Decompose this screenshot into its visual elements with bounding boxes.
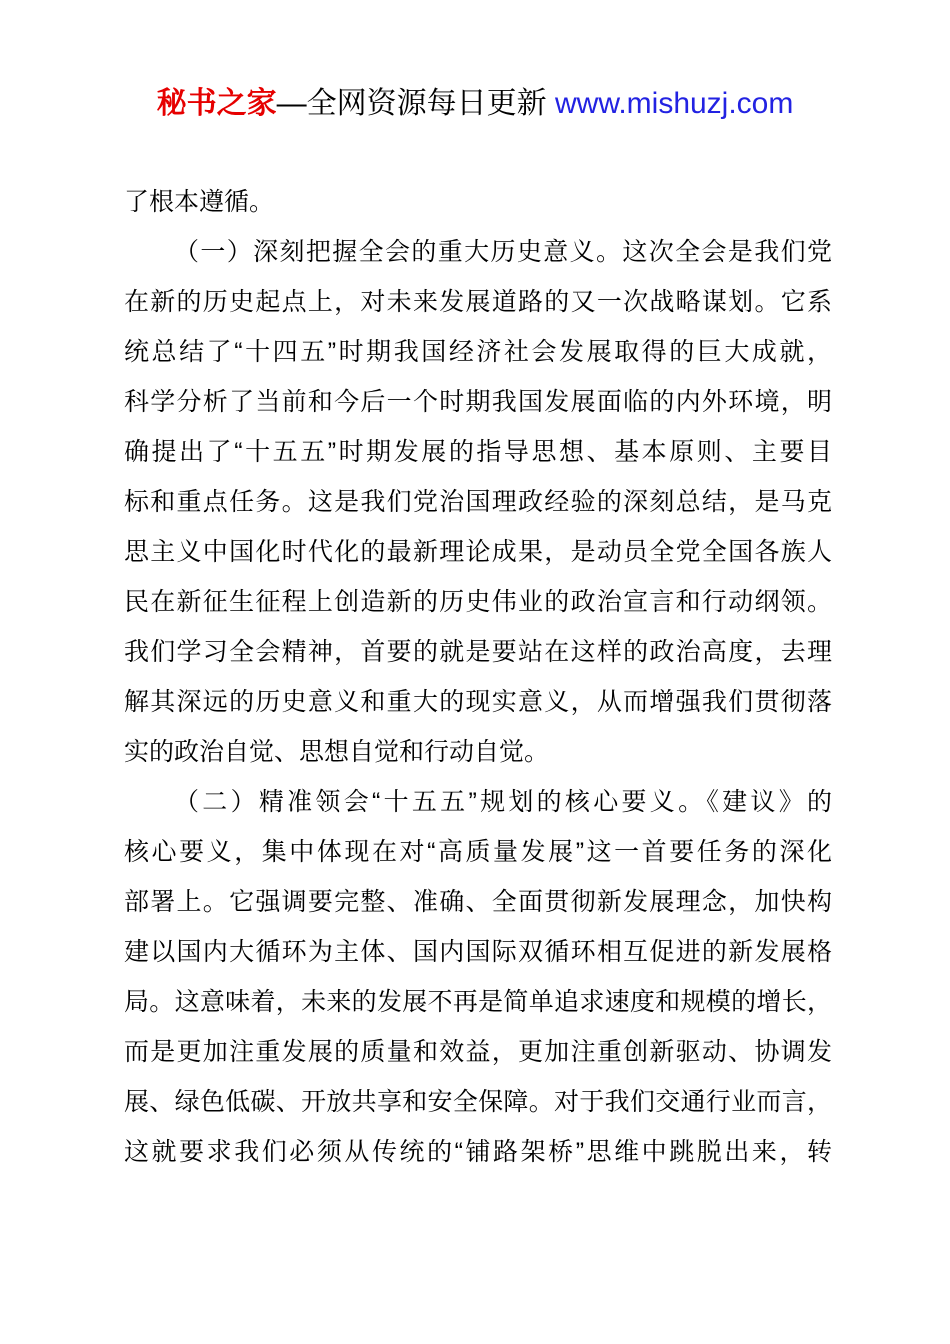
body-line: 了根本遵循。	[124, 188, 275, 216]
body-line: 科学分析了当前和今后一个时期我国发展面临的内外环境，明	[124, 388, 832, 416]
body-line: 展、绿色低碳、开放共享和安全保障。对于我们交通行业而言，	[124, 1088, 832, 1116]
body-line: 局。这意味着，未来的发展不再是简单追求速度和规模的增长，	[124, 988, 832, 1016]
body-line: 民在新征生征程上创造新的历史伟业的政治宣言和行动纲领。	[124, 588, 832, 616]
body-line: 确提出了“十五五”时期发展的指导思想、基本原则、主要目	[124, 438, 832, 466]
body-line: 而是更加注重发展的质量和效益，更加注重创新驱动、协调发	[124, 1038, 832, 1066]
document-body	[124, 177, 832, 1177]
site-brand: 秘书之家	[156, 87, 277, 120]
body-line: （一）深刻把握全会的重大历史意义。这次全会是我们党	[174, 238, 832, 266]
body-line: 建以国内大循环为主体、国内国际双循环相互促进的新发展格	[124, 938, 832, 966]
body-line: （二）精准领会“十五五”规划的核心要义。《建议》的	[174, 788, 832, 816]
body-line: 部署上。它强调要完整、准确、全面贯彻新发展理念，加快构	[124, 888, 832, 916]
site-tagline: —全网资源每日更新	[276, 87, 555, 120]
body-line: 标和重点任务。这是我们党治国理政经验的深刻总结，是马克	[124, 488, 832, 516]
body-line: 核心要义，集中体现在对“高质量发展”这一首要任务的深化	[124, 838, 832, 866]
body-line: 实的政治自觉、思想自觉和行动自觉。	[124, 738, 550, 766]
body-line: 我们学习全会精神，首要的就是要站在这样的政治高度，去理	[124, 638, 832, 666]
body-line: 在新的历史起点上，对未来发展道路的又一次战略谋划。它系	[124, 288, 832, 316]
document-header	[0, 0, 950, 124]
body-line: 解其深远的历史意义和重大的现实意义，从而增强我们贯彻落	[124, 688, 832, 716]
body-line: 统总结了“十四五”时期我国经济社会发展取得的巨大成就，	[124, 338, 832, 366]
body-line: 这就要求我们必须从传统的“铺路架桥”思维中跳脱出来，转	[124, 1138, 832, 1166]
site-url-link[interactable]: www.mishuzj.com	[554, 87, 794, 120]
body-line: 思主义中国化时代化的最新理论成果，是动员全党全国各族人	[124, 538, 832, 566]
